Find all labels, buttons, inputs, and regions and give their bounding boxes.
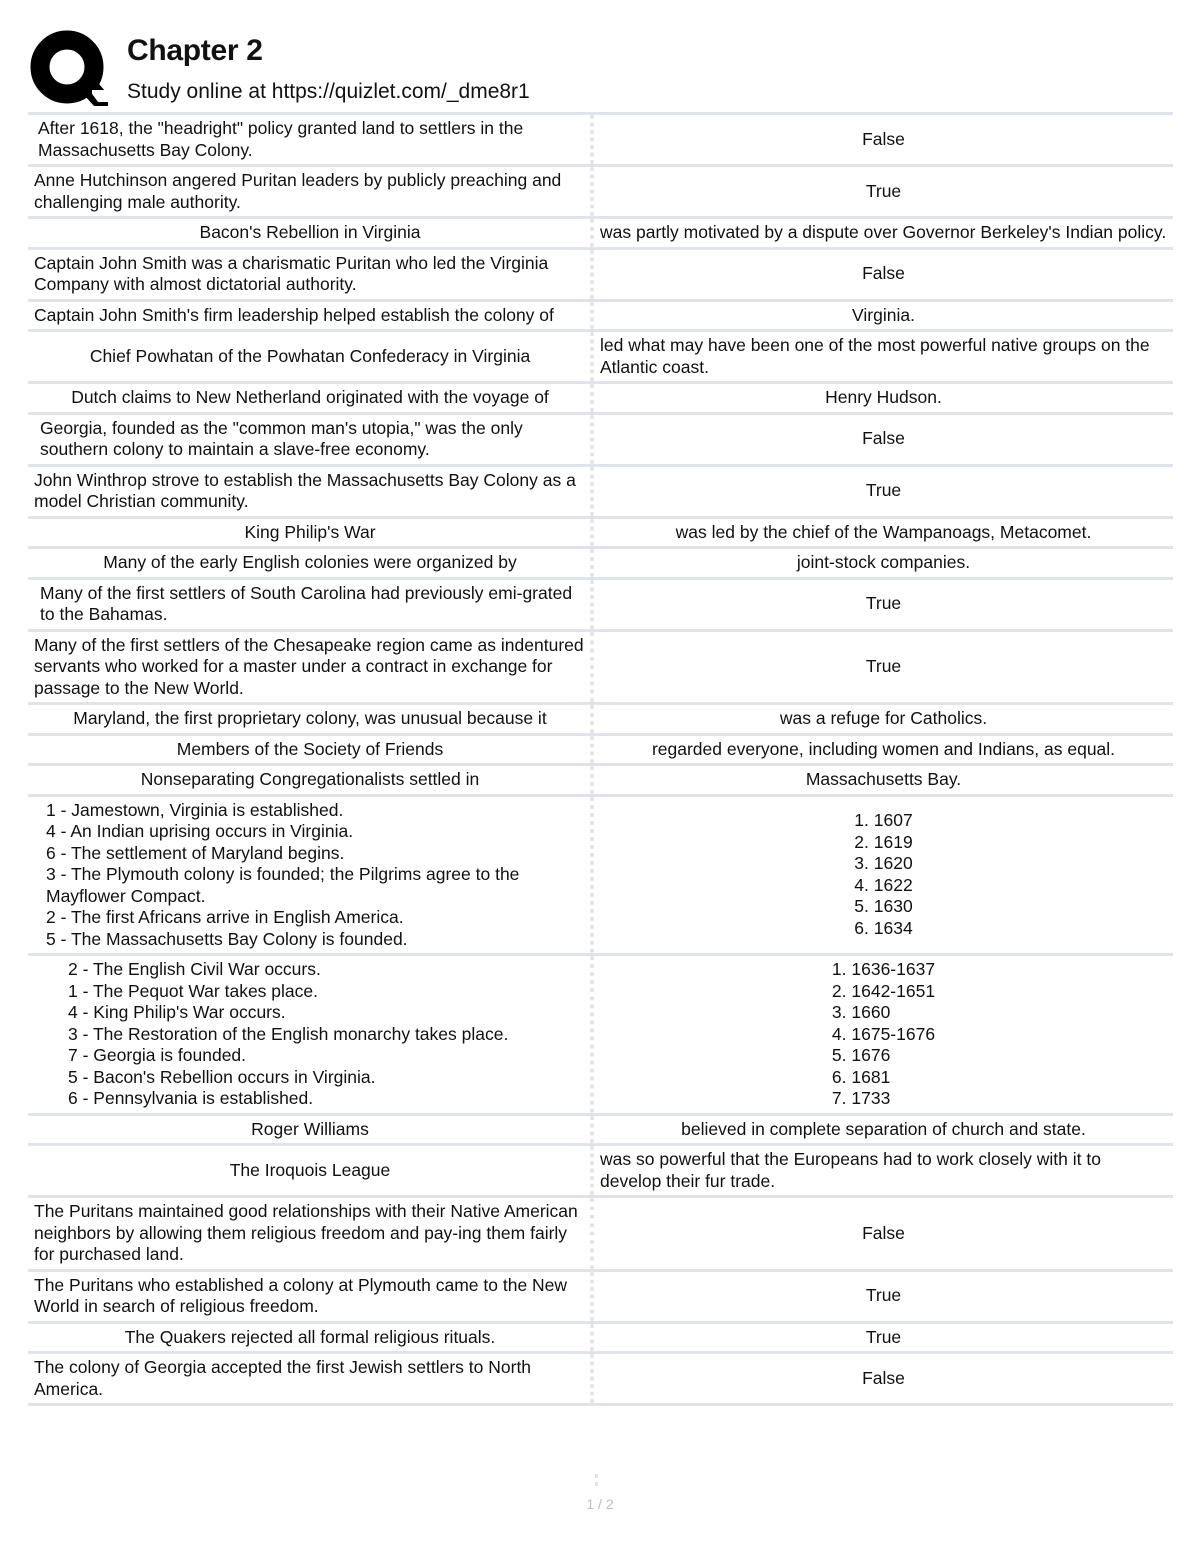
table-row (28, 467, 1173, 519)
term-text: John Winthrop strove to establish the Massachusetts Bay Colony as a model Christian community. (34, 469, 576, 511)
list-item: 3 - The Plymouth colony is founded; the Pilgrims agree to the Mayflower Compact. (46, 864, 520, 906)
table-row (28, 1146, 1173, 1198)
definition-text: True (865, 593, 902, 614)
definition-text: False (862, 428, 905, 449)
definition-text: Massachusetts Bay. (805, 769, 962, 789)
definition-cell (594, 956, 1173, 1113)
term-text: The Iroquois League (229, 1159, 391, 1180)
table-row (28, 302, 1173, 333)
timeline-events-list (34, 800, 586, 951)
list-item: 2 - The first Africans arrive in English America. (46, 907, 404, 927)
definition-text: True (865, 1285, 902, 1306)
list-item: 4 - An Indian uprising occurs in Virginia. (46, 821, 354, 841)
definition-cell (594, 332, 1173, 381)
term-cell (28, 766, 594, 794)
table-row (28, 1116, 1173, 1147)
document-header (30, 28, 1172, 108)
term-cell (28, 632, 594, 703)
definition-cell (594, 1146, 1173, 1195)
term-text: Maryland, the first proprietary colony, was unusual because it (73, 708, 547, 728)
list-item: 6 - The settlement of Maryland begins. (46, 842, 345, 863)
term-cell (28, 580, 594, 629)
term-cell (28, 415, 594, 464)
definition-cell (594, 167, 1173, 216)
term-cell (28, 332, 594, 381)
list-item: 1 - Jamestown, Virginia is established. (46, 799, 344, 820)
list-item: 1. 1607 (854, 810, 913, 831)
table-row (28, 632, 1173, 706)
table-row (28, 580, 1173, 632)
table-row (28, 736, 1173, 767)
definition-cell (594, 415, 1173, 464)
definition-text: False (862, 263, 905, 284)
quizlet-logo (30, 30, 108, 108)
page-title: Chapter 2 (127, 34, 263, 67)
term-cell (28, 549, 594, 577)
flashcard-table (28, 112, 1173, 1406)
table-row (28, 549, 1173, 580)
definition-text: was a refuge for Catholics. (779, 708, 988, 728)
term-cell (28, 1324, 594, 1352)
list-item: 1 - The Pequot War takes place. (68, 980, 318, 1001)
definition-text: joint-stock companies. (796, 552, 971, 572)
list-item: 3 - The Restoration of the English monarchy takes place. (68, 1023, 509, 1044)
term-text: Georgia, founded as the "common man's utopia," was the only southern colony to maintain a slave-free economy. (40, 417, 523, 459)
definition-text: True (865, 1326, 902, 1347)
definition-cell (594, 580, 1173, 629)
table-row (28, 766, 1173, 797)
list-item: 7. 1733 (831, 1088, 891, 1108)
list-item: 5 - Bacon's Rebellion occurs in Virginia. (68, 1066, 376, 1087)
term-text: Members of the Society of Friends (176, 738, 444, 759)
table-row (28, 219, 1173, 250)
definition-text: Henry Hudson. (825, 387, 942, 407)
definition-cell (594, 1354, 1173, 1403)
column-divider-tail (595, 1474, 601, 1486)
list-item: 6 - Pennsylvania is established. (68, 1088, 314, 1108)
term-text: Roger Williams (251, 1118, 369, 1139)
table-row (28, 415, 1173, 467)
definition-text: was so powerful that the Europeans had to work closely with it to develop their fur trade. (600, 1149, 1101, 1191)
definition-cell (594, 1324, 1173, 1352)
definition-text: led what may have been one of the most powerful native groups on the Atlantic coast. (600, 335, 1150, 377)
term-cell (28, 1146, 594, 1195)
table-row (28, 115, 1173, 167)
definition-cell (594, 705, 1173, 733)
definition-cell (594, 766, 1173, 794)
table-row (28, 332, 1173, 384)
definition-text: believed in complete separation of church and state. (681, 1118, 1086, 1139)
definition-cell (594, 1272, 1173, 1321)
definition-text: True (865, 180, 902, 201)
definition-text: False (862, 128, 905, 149)
list-item: 1. 1636-1637 (831, 959, 936, 979)
list-item: 4 - King Philip's War occurs. (68, 1002, 286, 1022)
term-text: The colony of Georgia accepted the first Jewish settlers to North America. (34, 1357, 532, 1399)
definition-text: False (862, 1222, 905, 1243)
definition-cell (594, 250, 1173, 299)
term-cell (28, 956, 594, 1113)
definition-text: True (865, 656, 902, 676)
term-text: The Quakers rejected all formal religious rituals. (124, 1326, 496, 1347)
timeline-events-list (34, 959, 508, 1110)
term-cell (28, 219, 594, 247)
term-cell (28, 797, 594, 954)
table-row (28, 956, 1173, 1116)
term-text: The Puritans maintained good relationships with their Native American neighbors by allowing them religious freedom and pay-ing them fairly for purchased land. (34, 1201, 578, 1264)
list-item: 6. 1634 (854, 917, 913, 938)
term-cell (28, 1198, 594, 1269)
term-cell (28, 1116, 594, 1144)
term-text: Nonseparating Congregationalists settled in (140, 769, 480, 789)
definition-text: was led by the chief of the Wampanoags, Metacomet. (675, 521, 1092, 542)
table-row (28, 250, 1173, 302)
list-item: 7 - Georgia is founded. (68, 1045, 247, 1065)
definition-cell (594, 219, 1173, 247)
term-text: Many of the first settlers of South Carolina had previously emi-grated to the Bahamas. (40, 582, 573, 624)
definition-cell (594, 519, 1173, 547)
definition-cell (594, 632, 1173, 703)
term-text: After 1618, the "headright" policy granted land to settlers in the Massachusetts Bay Colony. (38, 118, 524, 160)
study-online-link-text: Study online at https://quizlet.com/_dme8r1 (127, 80, 530, 103)
definition-cell (594, 797, 1173, 954)
term-cell (28, 1272, 594, 1321)
definition-cell (594, 115, 1173, 164)
list-item: 2. 1619 (854, 831, 913, 852)
list-item: 5. 1630 (854, 896, 913, 917)
table-row (28, 384, 1173, 415)
list-item: 2. 1642-1651 (831, 980, 936, 1001)
term-cell (28, 167, 594, 216)
definition-cell (594, 549, 1173, 577)
table-row (28, 167, 1173, 219)
definition-text: Virginia. (852, 304, 915, 325)
term-cell (28, 736, 594, 764)
term-text: Many of the first settlers of the Chesapeake region came as indentured servants who worked for a master under a contract in exchange for passage to the New World. (34, 634, 584, 698)
term-text: Captain John Smith was a charismatic Puritan who led the Virginia Company with almost dictatorial authority. (34, 252, 549, 294)
definition-text: True (865, 480, 902, 501)
term-cell (28, 302, 594, 330)
list-item: 4. 1622 (854, 874, 913, 895)
definition-cell (594, 1116, 1173, 1144)
table-row (28, 519, 1173, 550)
page-number: 1 / 2 (586, 1496, 614, 1512)
list-item: 6. 1681 (831, 1066, 891, 1087)
term-cell (28, 384, 594, 412)
definition-text: False (862, 1367, 905, 1388)
table-row (28, 1324, 1173, 1355)
term-cell (28, 705, 594, 733)
timeline-dates-list (832, 959, 935, 1110)
term-cell (28, 250, 594, 299)
list-item: 4. 1675-1676 (831, 1023, 936, 1044)
term-text: Captain John Smith's firm leadership helped establish the colony of (34, 304, 554, 325)
list-item: 5 - The Massachusetts Bay Colony is founded. (46, 928, 408, 949)
table-row (28, 1198, 1173, 1272)
definition-text: was partly motivated by a dispute over Governor Berkeley's Indian policy. (600, 222, 1167, 242)
definition-cell (594, 736, 1173, 764)
term-text: King Philip's War (244, 521, 376, 542)
term-cell (28, 1354, 594, 1403)
list-item: 5. 1676 (831, 1045, 891, 1065)
list-item: 3. 1660 (831, 1002, 891, 1022)
definition-cell (594, 1198, 1173, 1269)
table-row (28, 1272, 1173, 1324)
term-cell (28, 467, 594, 516)
term-cell (28, 115, 594, 164)
table-row (28, 797, 1173, 957)
definition-cell (594, 302, 1173, 330)
term-text: Many of the early English colonies were organized by (103, 552, 517, 572)
term-text: Dutch claims to New Netherland originated with the voyage of (71, 387, 549, 407)
term-text: The Puritans who established a colony at Plymouth came to the New World in search of religious freedom. (34, 1274, 568, 1316)
term-text: Bacon's Rebellion in Virginia (199, 222, 421, 242)
term-text: Anne Hutchinson angered Puritan leaders by publicly preaching and challenging male authority. (34, 170, 562, 212)
table-row (28, 705, 1173, 736)
definition-text: regarded everyone, including women and Indians, as equal. (651, 738, 1116, 759)
table-row (28, 1354, 1173, 1406)
term-cell (28, 519, 594, 547)
definition-cell (594, 467, 1173, 516)
list-item: 2 - The English Civil War occurs. (68, 959, 321, 979)
term-text: Chief Powhatan of the Powhatan Confederacy in Virginia (89, 345, 531, 366)
timeline-dates-list (854, 810, 912, 939)
list-item: 3. 1620 (854, 853, 913, 874)
definition-cell (594, 384, 1173, 412)
